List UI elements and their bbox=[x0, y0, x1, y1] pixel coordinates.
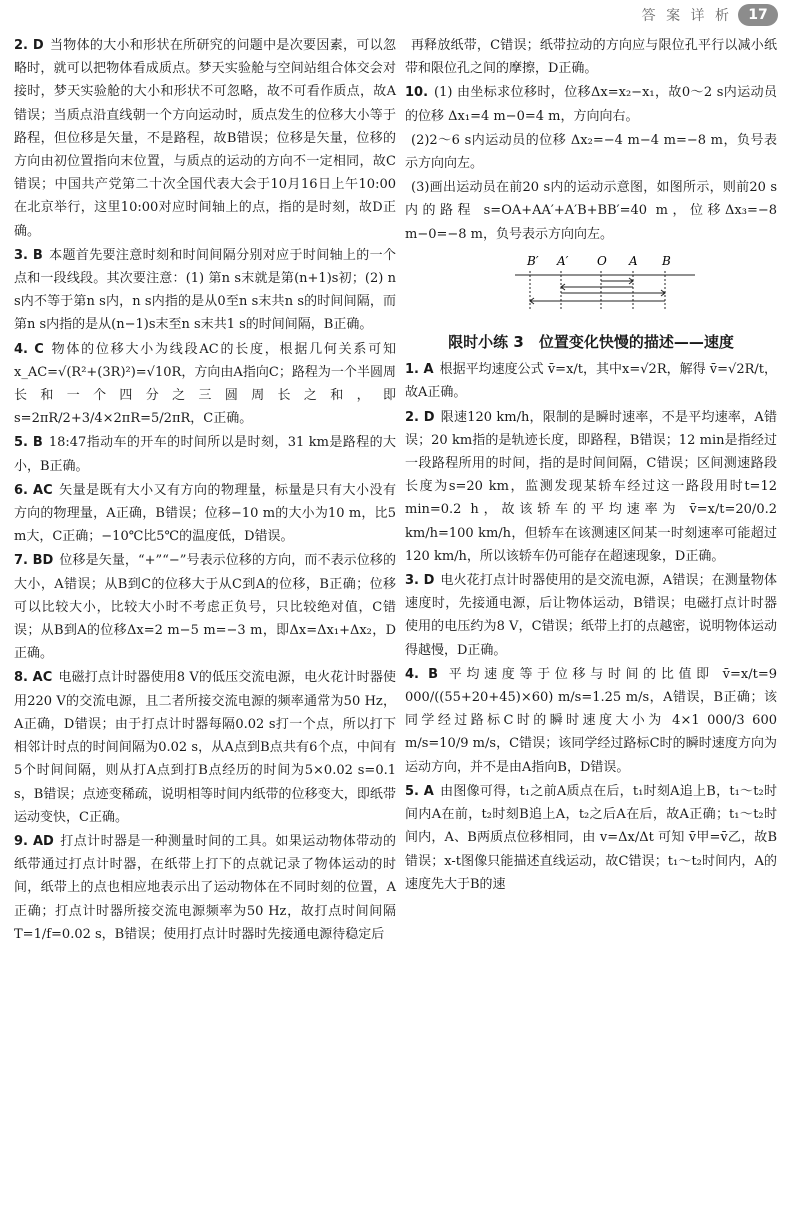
answer-item: 1. A 根据平均速度公式 v̄=x/t，其中x=√2R，解得 v̄=√2R/t，故A正确。 bbox=[405, 362, 777, 401]
right-column bbox=[405, 34, 777, 897]
section-title: 限时小练 3 位置变化快慢的描述——速度 bbox=[448, 333, 734, 352]
label-a: A bbox=[629, 253, 638, 268]
answer-item: 7. BD 位移是矢量，“+”“−”号表示位移的方向，而不表示位移的大小，A错误；从B到C的位移大于从C到A的位移，B正确；位移可以比较大小，比较大小时不考虑正负号，只比较绝对值，C错误；从B到A的位移Δx=2 m−5 m=−3 m，即Δx=Δx₁+Δx₂，D正确。 bbox=[14, 553, 396, 662]
answer-item: 4. C 物体的位移大小为线段AC的长度，根据几何关系可知x_AC=√(R²+(3R)²)=√10R，方向由A指向C；路程为一个半圆周长和一个四分之三圆周长之和，即 s=2πR/2+3/4×2πR=5/2πR，C正确。 bbox=[14, 341, 396, 427]
answer-item: 3. D 电火花打点计时器使用的是交流电源，A错误；在测量物体速度时，先接通电源，后让物体运动，B错误；电磁打点计时器使用的电压约为8 V，C错误；纸带上打的点越密，说明物体运动得越慢，D正确。 bbox=[405, 573, 777, 658]
page-number: 17 bbox=[738, 4, 778, 26]
answer-item: 5. B 18:47指动车的开车的时间所以是时刻，31 km是路程的大小，B正确。 bbox=[14, 435, 397, 474]
answer-item: 5. A 由图像可得，t₁之前A质点在后，t₁时刻A追上B，t₁～t₂时间内A在前，t₂时刻B追上A，t₂之后A在后，故A正确；t₁～t₂时间内，A、B两质点位移相同，由 v=Δx/Δt 可知 v̄甲=v̄乙，故B错误；x-t图像只能描述直线运动，故C错误；t₁～t₂时间内，A的速度先大于B的速 bbox=[405, 783, 777, 892]
label-o: O bbox=[597, 253, 607, 268]
answer-item: 再释放纸带，C错误；纸带拉动的方向应与限位孔平行以减小纸带和限位孔之间的摩擦，D正确。 bbox=[405, 38, 777, 77]
left-column bbox=[14, 34, 396, 947]
answer-item: 10. (1) 由坐标求位移时，位移Δx=x₂−x₁，故0～2 s内运动员的位移 Δx₁=4 m−0=4 m，方向向右。 bbox=[405, 85, 777, 124]
label-b-prime: B′ bbox=[527, 253, 539, 268]
label-a-prime: A′ bbox=[557, 253, 569, 268]
answer-item: 2. D 当物体的大小和形状在所研究的问题中是次要因素，可以忽略时，就可以把物体看成质点。梦天实验舱与空间站组合体交会对接时，梦天实验舱的大小和形状不可忽略，故不可看作质点，故A错误；当质点沿直线朝一个方向运动时，质点发生的位移大小等于路程，但位移是矢量，不是路程，故B错误；位移是矢量，位移的方向由初位置指向末位置，与质点的运动的方向不一定相同，故C错误；中国共产党第二十次全国代表大会于10月16日上午10:00在北京举行，这里10:00对应时间轴上的点，指的是时刻，故D正确。 bbox=[14, 38, 396, 239]
header-title: 答 案 详 析 bbox=[641, 8, 732, 24]
answer-item: 8. AC 电磁打点计时器使用8 V的低压交流电源，电火花计时器使用220 V的交流电源，且二者所接交流电源的频率通常为50 Hz，A正确，D错误；由于打点计时器每隔0.02 s打一个点，所以打下相邻计时点的时间间隔为0.02 s，从A点到B点共有6个点，中间有5个时间间隔，则从打A点到打B点经历的时间为5×0.02 s=0.1 s，B错误；点迹变稀疏，说明相等时间内纸带的位移变大，即纸带运动变快，C正确。 bbox=[14, 670, 396, 825]
answer-item: 9. AD 打点计时器是一种测量时间的工具。如果运动物体带动的纸带通过打点计时器，在纸带上打下的点就记录了物体运动的时间，纸带上的点也相应地表示出了运动物体在不同时刻的位置，A正确；打点计时器所接交流电源频率为50 Hz，故打点时间间隔T=1/f=0.02 s，B错误；使用打点计时器时先接通电源待稳定后 bbox=[14, 833, 396, 942]
answer-item: 2. D 限速120 km/h，限制的是瞬时速率，不是平均速率，A错误；20 km指的是轨迹长度，即路程，B错误；12 min是指经过一段路程所用的时间，指的是时间间隔，C错误；区间测速路段长度为s=20 km，监测发现某轿车经过这一路段用时t=12 min=0.2 h，故该轿车的平均速率为 v̄=x/t=20/0.2 km/h=100 km/h，但轿车在该测速区间某一时刻速率可能超过120 km/h，所以该轿车仍可能存在超速现象，D正确。 bbox=[405, 409, 777, 564]
answer-item: 6. AC 矢量是既有大小又有方向的物理量，标量是只有大小没有方向的物理量，A正确，B错误；位移−10 m的大小为10 m，比5 m大，C正确；−10℃比5℃的温度低，D错误。 bbox=[14, 482, 396, 545]
answer-item: (2)2～6 s内运动员的位移 Δx₂=−4 m−4 m=−8 m，负号表示方向向左。 bbox=[405, 132, 777, 172]
label-b: B bbox=[662, 253, 671, 268]
page-header bbox=[0, 0, 790, 30]
answer-item: (3)画出运动员在前20 s内的运动示意图，如图所示，则前20 s内的路程 s=OA+AA′+A′B+BB′=40 m，位移Δx₃=−8 m−0=−8 m，负号表示方向向左。 bbox=[405, 180, 777, 242]
answer-item: 4. B 平均速度等于位移与时间的比值即 v̄=x/t=9 000/((55+20+45)×60) m/s=1.25 m/s，A错误，B正确；该同学经过路标C时的瞬时速度大小为 4×1 000/3 600 m/s=10/9 m/s，C错误；该同学经过路标C时的瞬时速度方向为运动方向，并不是由A指向B，D错误。 bbox=[405, 666, 777, 775]
answer-item: 3. B 本题首先要注意时刻和时间间隔分别对应于时间轴上的一个点和一段线段。其次要注意：(1) 第n s末就是第(n+1)s初；(2) n s内不等于第n s内，n s内指的是从0至n s末共n s的时间间隔，而第n s内指的是从(n−1)s末至n s末共1 s的时间间隔，B正确。 bbox=[14, 247, 396, 333]
motion-diagram bbox=[505, 251, 705, 311]
